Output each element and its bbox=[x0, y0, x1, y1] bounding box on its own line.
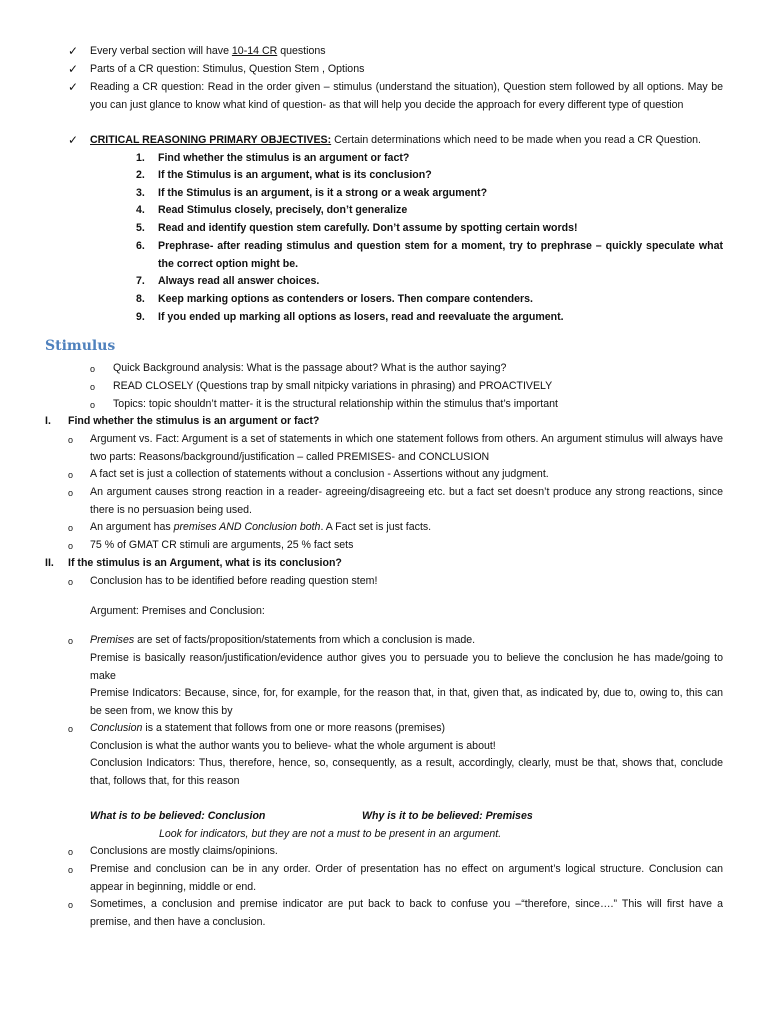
list-item: Conclusion has to be identified before reading question stem! bbox=[90, 575, 378, 587]
bullet-icon: o bbox=[90, 382, 96, 392]
list-item: Conclusions are mostly claims/opinions. bbox=[90, 845, 278, 857]
list-item: Topics: topic shouldn’t matter- it is the structural relationship within the stimulus that’s important bbox=[113, 398, 558, 410]
list-number: 9. bbox=[136, 311, 145, 323]
list-number: 6. bbox=[136, 240, 145, 252]
section-numeral: I. bbox=[45, 415, 51, 427]
section-title: If the stimulus is an Argument, what is its conclusion? bbox=[68, 557, 342, 569]
checklist-item: Every verbal section will have 10-14 CR questions bbox=[90, 45, 326, 57]
checkmark-icon: ✓ bbox=[68, 133, 79, 147]
indicator-note: Look for indicators, but they are not a must to be present in an argument. bbox=[159, 828, 502, 840]
list-number: 5. bbox=[136, 222, 145, 234]
list-item: Read Stimulus closely, precisely, don’t generalize bbox=[158, 204, 408, 216]
list-number: 1. bbox=[136, 152, 145, 164]
bullet-icon: o bbox=[68, 488, 74, 498]
checkmark-icon: ✓ bbox=[68, 62, 79, 76]
bullet-icon: o bbox=[90, 364, 96, 374]
list-item: Always read all answer choices. bbox=[158, 275, 320, 287]
list-item: Conclusion is a statement that follows from one or more reasons (premises) bbox=[90, 722, 446, 734]
paragraph: Premise is basically reason/justification/evidence author gives you to persuade you to believe the conclusion he has made/going to make bbox=[90, 652, 723, 682]
paragraph: Conclusion Indicators: Thus, therefore, hence, so, consequently, as a result, accordingly, clearly, must be that, shows that, conclude that, follows that, for this reason bbox=[90, 757, 723, 787]
bullet-icon: o bbox=[68, 541, 74, 551]
list-number: 2. bbox=[136, 169, 145, 181]
objectives-heading: CRITICAL REASONING PRIMARY OBJECTIVES: bbox=[90, 134, 332, 146]
bullet-icon: o bbox=[68, 577, 74, 587]
bullet-icon: o bbox=[68, 865, 74, 875]
bullet-icon: o bbox=[68, 523, 74, 533]
section-numeral: II. bbox=[45, 557, 54, 569]
bullet-icon: o bbox=[68, 900, 74, 910]
bullet-icon: o bbox=[68, 470, 74, 480]
list-number: 8. bbox=[136, 293, 145, 305]
list-item: Read and identify question stem carefully. Don’t assume by spotting certain words! bbox=[158, 222, 578, 234]
list-item: Argument vs. Fact: Argument is a set of statements in which one statement follows from others. An argument stimulus will always have two parts: Reasons/background/justification – called PREMISES- and CONCLUSION bbox=[90, 433, 723, 463]
list-item: Premise and conclusion can be in any order. Order of presentation has no effect on argument’s logical structure. Conclusion can appear in beginning, middle or end. bbox=[90, 863, 723, 893]
list-item: An argument causes strong reaction in a reader- agreeing/disagreeing etc. but a fact set doesn’t produce any strong reactions, since there is no persuasion being used. bbox=[90, 486, 723, 516]
cr-count: 10-14 CR bbox=[231, 45, 278, 57]
checklist-item: CRITICAL REASONING PRIMARY OBJECTIVES: Certain determinations which need to be made when you read a CR Question. bbox=[90, 134, 701, 146]
bullet-icon: o bbox=[68, 847, 74, 857]
checklist-item: Reading a CR question: Read in the order given – stimulus (understand the situation), Question stem followed by all options. May be you can just glance to know what kind of question- as that will help you decide the approach for every different type of question bbox=[90, 81, 723, 111]
list-number: 7. bbox=[136, 275, 145, 287]
bullet-icon: o bbox=[68, 636, 74, 646]
believed-left: What is to be believed: Conclusion bbox=[90, 810, 266, 822]
list-item: A fact set is just a collection of statements without a conclusion - Assertions without any judgment. bbox=[90, 468, 549, 480]
section-title: Find whether the stimulus is an argument or fact? bbox=[68, 415, 320, 427]
list-item: If you ended up marking all options as losers, read and reevaluate the argument. bbox=[158, 311, 564, 323]
section-heading: Stimulus bbox=[45, 338, 116, 354]
checklist-item: Parts of a CR question: Stimulus, Question Stem , Options bbox=[90, 63, 365, 75]
bullet-icon: o bbox=[90, 400, 96, 410]
checkmark-icon: ✓ bbox=[68, 80, 79, 94]
paragraph: Conclusion is what the author wants you to believe- what the whole argument is about! bbox=[90, 740, 496, 752]
bullet-icon: o bbox=[68, 435, 74, 445]
list-number: 3. bbox=[136, 187, 145, 199]
list-item: Quick Background analysis: What is the passage about? What is the author saying? bbox=[113, 362, 507, 374]
list-item: Premises are set of facts/proposition/statements from which a conclusion is made. bbox=[90, 634, 476, 646]
list-item: If the Stimulus is an argument, what is its conclusion? bbox=[158, 169, 432, 181]
paragraph: Premise Indicators: Because, since, for, for example, for the reason that, in that, given that, as indicated by, due to, owing to, this can be seen from, we know this by bbox=[90, 687, 723, 717]
list-item: Sometimes, a conclusion and premise indicator are put back to back to confuse you –“therefore, since….” This will first have a premise, and then have a conclusion. bbox=[90, 898, 723, 928]
believed-right: Why is it to be believed: Premises bbox=[362, 810, 533, 822]
list-item: READ CLOSELY (Questions trap by small nitpicky variations in phrasing) and PROACTIVELY bbox=[113, 380, 553, 392]
list-item: Find whether the stimulus is an argument or fact? bbox=[158, 152, 410, 164]
sub-heading: Argument: Premises and Conclusion: bbox=[90, 605, 265, 617]
list-item: If the Stimulus is an argument, is it a strong or a weak argument? bbox=[158, 187, 488, 199]
list-item: An argument has premises AND Conclusion both. A Fact set is just facts. bbox=[90, 521, 432, 533]
list-item: Prephrase- after reading stimulus and question stem for a moment, try to prephrase – quickly speculate what the correct option might be. bbox=[158, 240, 723, 270]
list-item: 75 % of GMAT CR stimuli are arguments, 25 % fact sets bbox=[90, 539, 354, 551]
list-item: Keep marking options as contenders or losers. Then compare contenders. bbox=[158, 293, 533, 305]
list-number: 4. bbox=[136, 204, 145, 216]
checkmark-icon: ✓ bbox=[68, 44, 79, 58]
bullet-icon: o bbox=[68, 724, 74, 734]
